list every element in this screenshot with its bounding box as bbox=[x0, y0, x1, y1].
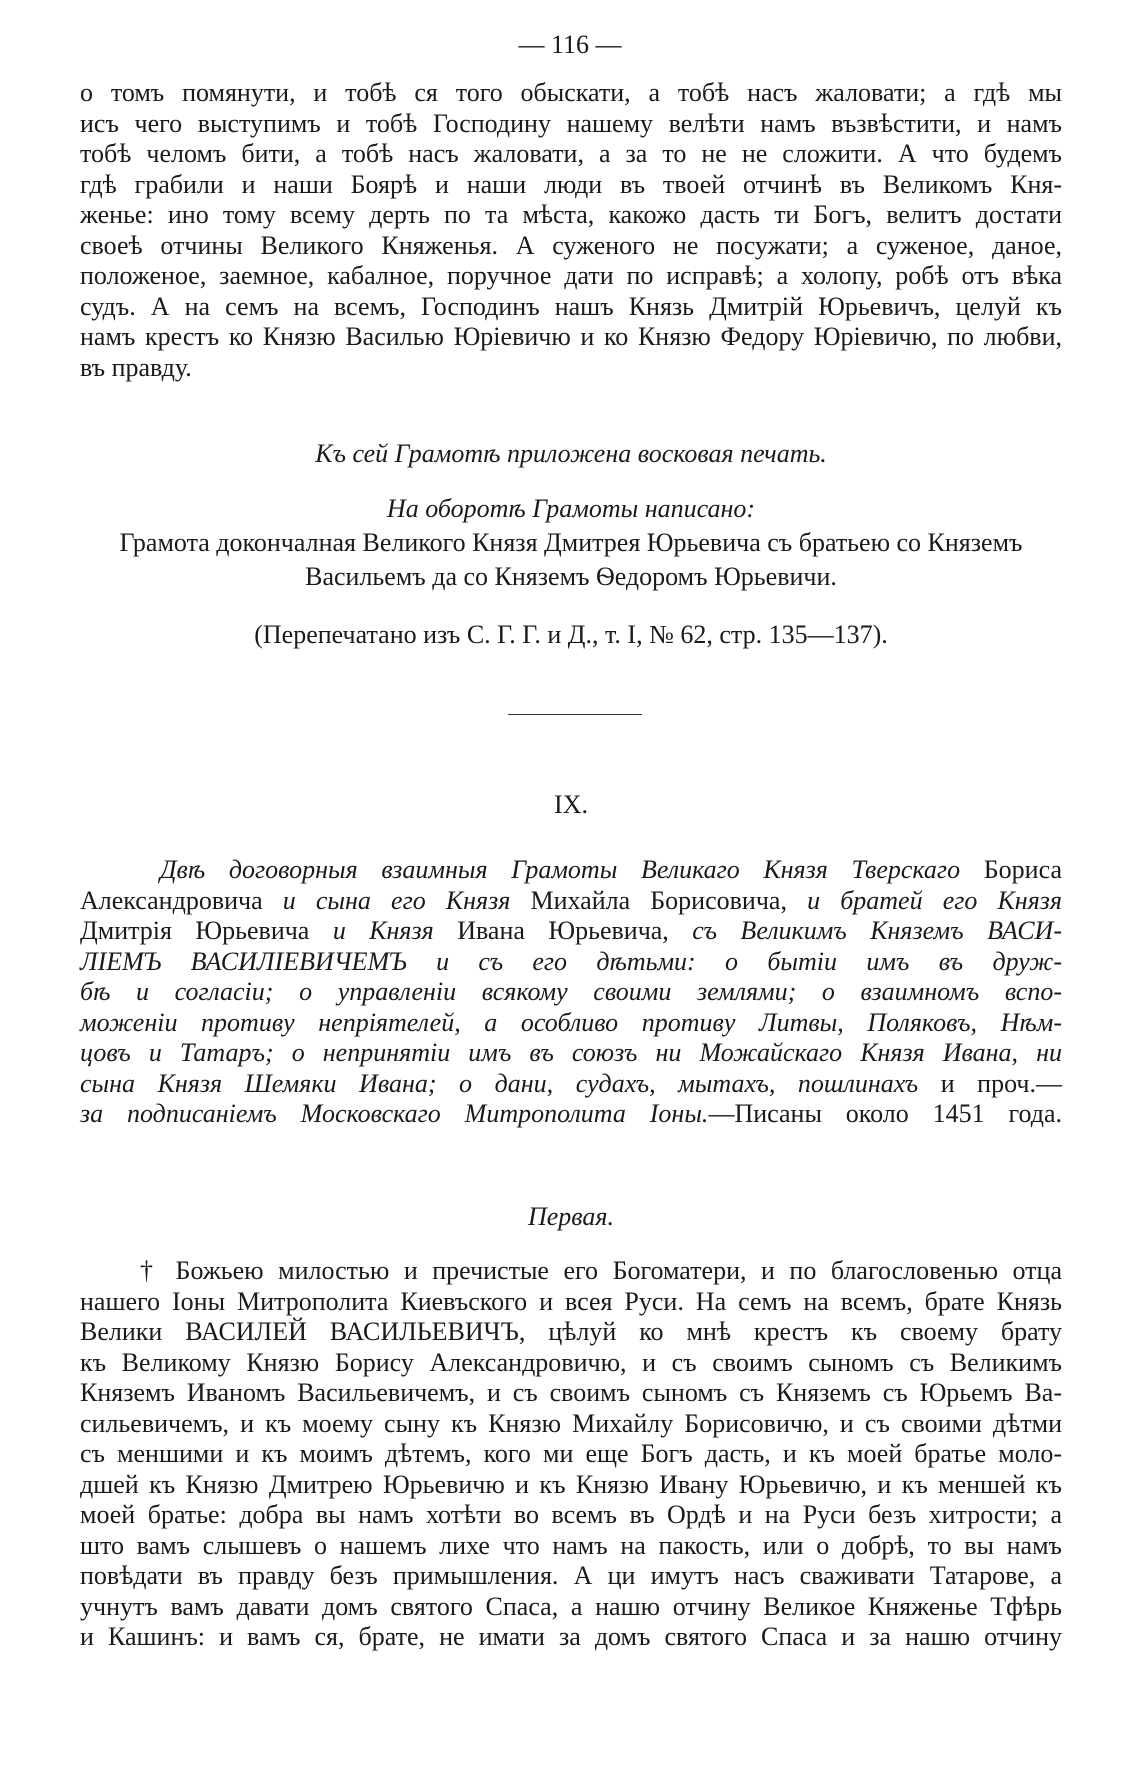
body-line: дшей къ Князю Дмитрею Юрьевичю и къ Князю Ивану Юрьевичю, и къ меншей къ bbox=[80, 1469, 1062, 1499]
text-line: въ правду. bbox=[80, 352, 192, 382]
text-line: намъ крестъ ко Князю Василью Юріевичю и ко Князю Федору Юріевичю, по любви, bbox=[80, 322, 1062, 351]
summary-line bbox=[80, 916, 1062, 947]
reverse-label: На оборотѣ Грамоты написано: bbox=[386, 494, 756, 523]
summary-line bbox=[80, 947, 1062, 978]
body-line: повѣдати въ правду безъ примышления. А ци имутъ насъ сваживати Татарове, а bbox=[80, 1561, 1062, 1590]
summary-line bbox=[80, 1008, 1062, 1039]
body-line: нашего Іоны Митрополита Киевъского и всея Руси. На семъ на всемъ, брате Князь bbox=[80, 1286, 1062, 1316]
body-line: Княземъ Иваномъ Васильевичемъ, и съ своимъ сыномъ съ Княземъ съ Юрьемъ Ва- bbox=[80, 1378, 1062, 1407]
body-line: што вамъ слышевъ о нашемъ лихе что намъ на пакость, или о добрѣ, то вы намъ bbox=[80, 1530, 1062, 1560]
text-line: тобѣ челомъ бити, а тобѣ насъ жаловати, а за то не не сложити. А что будемъ bbox=[80, 139, 1062, 168]
summary-roman: —Писаны около 1451 года. bbox=[708, 1099, 1062, 1128]
reprint-note: (Перепечатано изъ С. Г. Г. и Д., т. I, № 62, стр. 135—137). bbox=[254, 620, 888, 649]
summary-roman: Михайла Борисовича, bbox=[530, 885, 808, 915]
body-line: съ меншими и къ моимъ дѣтемъ, кого ми еще Богъ дасть, и къ моей братье моло- bbox=[80, 1439, 1062, 1468]
body-line: учнутъ вамъ давати домъ святого Спаса, а нашю отчину Великое Княженье Тфѣрь bbox=[80, 1591, 1062, 1621]
summary-italic: и Князя bbox=[332, 916, 458, 945]
summary-roman: Ивана Юрьевича, bbox=[457, 916, 693, 945]
charter-body bbox=[80, 1256, 1062, 1653]
reverse-text: Васильемъ да со Княземъ Ѳедоромъ Юрьевичи. bbox=[305, 562, 837, 591]
text-line: женье: ино тому всему дерть по та мѣста, какожо дасть ти Богъ, велитъ достати bbox=[80, 200, 1062, 229]
summary-italic: ЛІЕМЪ ВАСИЛІЕВИЧЕМЪ и съ его дѣтьми: о бытіи имъ въ друж- bbox=[80, 946, 1062, 976]
text-line: судъ. А на семъ на всемъ, Господинъ нашъ Князь Дмитрій Юрьевичъ, целуй къ bbox=[80, 291, 1062, 321]
summary-italic: и сына его Князя bbox=[282, 885, 531, 915]
summary-italic: за подписаніемъ Московскаго Митрополита Іоны. bbox=[80, 1099, 709, 1128]
summary-italic: и братей его Князя bbox=[807, 885, 1063, 915]
text-line: своеѣ отчины Великого Княженья. А суженого не посужати; а суженое, даное, bbox=[80, 230, 1062, 260]
page-number: — 116 — bbox=[518, 30, 622, 59]
summary-line bbox=[80, 1038, 1062, 1069]
section-summary bbox=[80, 855, 1062, 1130]
document-subheading: Первая. bbox=[527, 1202, 614, 1231]
summary-roman: Дмитрія Юрьевича bbox=[80, 916, 333, 945]
text-line: о томъ помянути, и тобѣ ся того обыскати, а тобѣ насъ жаловати; а гдѣ мы bbox=[80, 78, 1062, 107]
body-line: сильевичемъ, и къ моему сыну къ Князю Михайлу Борисовичю, и съ своими дѣтми bbox=[80, 1408, 1062, 1438]
text-line: исъ чего выступимъ и тобѣ Господину нашему велѣти намъ възвѣстити, и намъ bbox=[80, 108, 1062, 138]
summary-roman: Бориса bbox=[983, 855, 1062, 884]
summary-roman: и проч.— bbox=[940, 1068, 1062, 1098]
body-line: † Божьею милостью и пречистые его Богоматери, и по благословенью отца bbox=[140, 1256, 1062, 1285]
summary-line bbox=[80, 1069, 1062, 1100]
summary-italic: сына Князя Шемяки Ивана; о дани, судахъ, мытахъ, пошлинахъ bbox=[80, 1068, 941, 1098]
summary-italic: моженіи противу непріятелей, а особливо противу Литвы, Поляковъ, Нѣм- bbox=[80, 1007, 1062, 1037]
body-line: Велики ВАСИЛЕЙ ВАСИЛЬЕВИЧЪ, цѣлуй ко мнѣ крестъ къ своему брату bbox=[80, 1317, 1062, 1346]
section-number: IX. bbox=[554, 790, 588, 819]
text-line: положеное, заемное, кабалное, поручное дати по исправѣ; а холопу, робѣ отъ вѣка bbox=[80, 261, 1062, 290]
text-line: гдѣ грабили и наши Боярѣ и наши люди въ твоей отчинѣ въ Великомъ Кня- bbox=[80, 169, 1062, 199]
summary-line bbox=[80, 1099, 1062, 1130]
section-divider bbox=[508, 714, 642, 715]
summary-line bbox=[80, 855, 1062, 886]
summary-italic: бѣ и согласіи; о управленіи всякому своими землями; о взаимномъ вспо- bbox=[80, 977, 1062, 1006]
summary-line bbox=[80, 886, 1062, 917]
reverse-text: Грамота докончалная Великого Князя Дмитрея Юрьевича съ братьею со Княземъ bbox=[119, 528, 1023, 557]
body-line: моей братье: добра вы намъ хотѣти во всемъ въ Ордѣ и на Руси безъ хитрости; а bbox=[80, 1500, 1062, 1529]
summary-italic: съ Великимъ Княземъ ВАСИ- bbox=[692, 916, 1062, 945]
seal-note: Къ сей Грамотѣ приложена восковая печать. bbox=[315, 439, 827, 468]
summary-roman: Александровича bbox=[80, 885, 283, 915]
body-line: къ Великому Князю Борису Александровичю, и съ своимъ сыномъ съ Великимъ bbox=[80, 1347, 1062, 1377]
summary-italic: цовъ и Татаръ; о непринятіи имъ въ союзъ ни Можайскаго Князя Ивана, ни bbox=[80, 1038, 1062, 1067]
body-line: и Кашинъ: и вамъ ся, брате, не имати за домъ святого Спаса и за нашю отчину bbox=[80, 1622, 1062, 1651]
top-paragraph bbox=[80, 78, 1062, 383]
summary-line bbox=[80, 977, 1062, 1008]
summary-italic: Двѣ договорныя взаимныя Грамоты Великаго Князя Тверскаго bbox=[160, 855, 984, 884]
